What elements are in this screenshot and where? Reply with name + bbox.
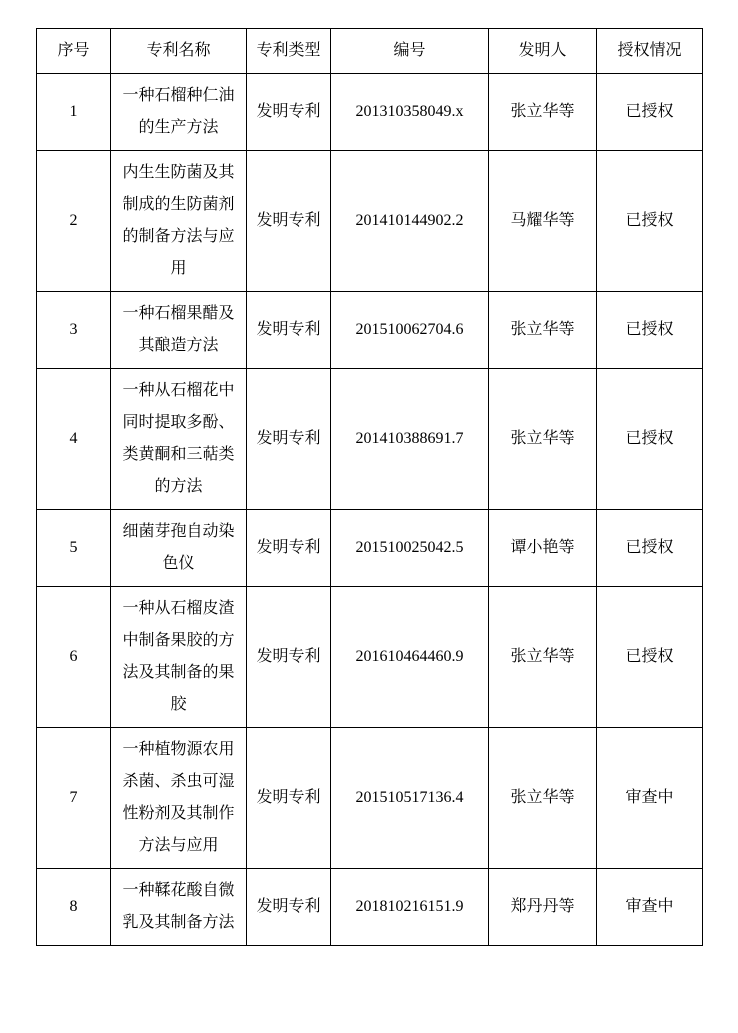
table-row bbox=[37, 728, 703, 869]
cell-inventor: 郑丹丹等 bbox=[489, 869, 597, 946]
table-header-row bbox=[37, 29, 703, 74]
cell-number: 201510025042.5 bbox=[331, 510, 489, 587]
cell-index: 6 bbox=[37, 587, 111, 728]
cell-status: 已授权 bbox=[597, 151, 703, 292]
column-header-status: 授权情况 bbox=[597, 29, 703, 74]
cell-status: 审查中 bbox=[597, 869, 703, 946]
cell-name: 一种石榴种仁油的生产方法 bbox=[111, 74, 247, 151]
cell-type: 发明专利 bbox=[247, 728, 331, 869]
cell-number: 201510517136.4 bbox=[331, 728, 489, 869]
column-header-number: 编号 bbox=[331, 29, 489, 74]
table-row bbox=[37, 151, 703, 292]
cell-index: 7 bbox=[37, 728, 111, 869]
cell-index: 4 bbox=[37, 369, 111, 510]
cell-type: 发明专利 bbox=[247, 587, 331, 728]
table-body bbox=[37, 74, 703, 946]
cell-number: 201610464460.9 bbox=[331, 587, 489, 728]
cell-status: 审查中 bbox=[597, 728, 703, 869]
table-row bbox=[37, 74, 703, 151]
cell-type: 发明专利 bbox=[247, 369, 331, 510]
cell-number: 201810216151.9 bbox=[331, 869, 489, 946]
cell-name: 一种植物源农用杀菌、杀虫可湿性粉剂及其制作方法与应用 bbox=[111, 728, 247, 869]
table-row bbox=[37, 369, 703, 510]
cell-number: 201510062704.6 bbox=[331, 292, 489, 369]
cell-number: 201410388691.7 bbox=[331, 369, 489, 510]
table-row bbox=[37, 587, 703, 728]
table-row bbox=[37, 292, 703, 369]
cell-inventor: 张立华等 bbox=[489, 292, 597, 369]
cell-inventor: 马耀华等 bbox=[489, 151, 597, 292]
cell-inventor: 谭小艳等 bbox=[489, 510, 597, 587]
table-header bbox=[37, 29, 703, 74]
patent-table bbox=[36, 28, 703, 946]
column-header-inventor: 发明人 bbox=[489, 29, 597, 74]
cell-name: 细菌芽孢自动染色仪 bbox=[111, 510, 247, 587]
cell-inventor: 张立华等 bbox=[489, 728, 597, 869]
cell-index: 8 bbox=[37, 869, 111, 946]
cell-name: 内生生防菌及其制成的生防菌剂的制备方法与应用 bbox=[111, 151, 247, 292]
cell-type: 发明专利 bbox=[247, 869, 331, 946]
cell-status: 已授权 bbox=[597, 74, 703, 151]
cell-status: 已授权 bbox=[597, 369, 703, 510]
cell-status: 已授权 bbox=[597, 587, 703, 728]
cell-name: 一种从石榴花中同时提取多酚、类黄酮和三萜类的方法 bbox=[111, 369, 247, 510]
cell-index: 2 bbox=[37, 151, 111, 292]
cell-type: 发明专利 bbox=[247, 292, 331, 369]
cell-number: 201310358049.x bbox=[331, 74, 489, 151]
cell-status: 已授权 bbox=[597, 510, 703, 587]
column-header-index: 序号 bbox=[37, 29, 111, 74]
cell-type: 发明专利 bbox=[247, 151, 331, 292]
cell-status: 已授权 bbox=[597, 292, 703, 369]
cell-number: 201410144902.2 bbox=[331, 151, 489, 292]
cell-type: 发明专利 bbox=[247, 74, 331, 151]
cell-inventor: 张立华等 bbox=[489, 369, 597, 510]
table-row bbox=[37, 869, 703, 946]
cell-type: 发明专利 bbox=[247, 510, 331, 587]
cell-name: 一种鞣花酸自微乳及其制备方法 bbox=[111, 869, 247, 946]
column-header-name: 专利名称 bbox=[111, 29, 247, 74]
cell-index: 1 bbox=[37, 74, 111, 151]
cell-name: 一种石榴果醋及其酿造方法 bbox=[111, 292, 247, 369]
cell-inventor: 张立华等 bbox=[489, 74, 597, 151]
table-row bbox=[37, 510, 703, 587]
cell-index: 5 bbox=[37, 510, 111, 587]
cell-name: 一种从石榴皮渣中制备果胶的方法及其制备的果胶 bbox=[111, 587, 247, 728]
cell-index: 3 bbox=[37, 292, 111, 369]
cell-inventor: 张立华等 bbox=[489, 587, 597, 728]
column-header-type: 专利类型 bbox=[247, 29, 331, 74]
